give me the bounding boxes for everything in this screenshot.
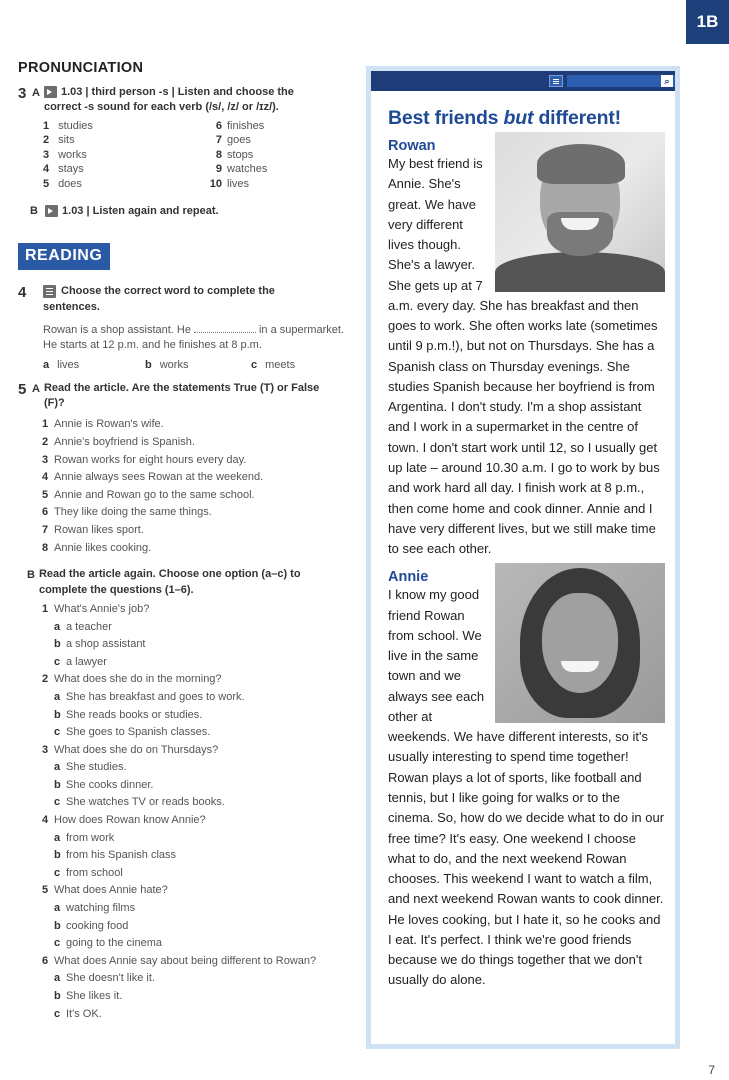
article-title: Best friends but different! [388,107,621,129]
list-item: 4 Annie always sees Rowan at the weekend. [42,471,264,484]
answer-option[interactable]: a from work [54,831,115,844]
list-item: 2 Annie's boyfriend is Spanish. [42,436,195,449]
exercise-4-options [43,359,348,371]
answer-option[interactable]: c a lawyer [54,655,107,668]
question: 4 How does Rowan know Annie? [42,814,206,827]
pronunciation-heading: PRONUNCIATION [18,60,144,76]
list-item: 8 stops [215,148,254,161]
article-content [371,91,675,1044]
list-item: 10 lives [209,177,250,190]
exercise-number: 4 [18,284,27,302]
exercise-4-text: Rowan is a shop assistant. He in a supermarket. He starts at 12 p.m. and he finishes at 8 p.m. [43,323,344,351]
list-item: 7 Rowan likes sport. [42,523,144,536]
menu-icon[interactable] [549,75,563,87]
option-c[interactable]: c meets [251,358,296,371]
audio-icon[interactable] [44,86,57,98]
verb-list [43,120,348,190]
answer-option[interactable]: b She likes it. [54,990,123,1003]
gap-blank[interactable] [194,324,256,333]
unit-tab: 1B [686,0,729,44]
list-item: 1 studies [43,119,93,132]
rowan-text: My best friend is Annie. She's great. We have very different lives though. She's a lawyer. She gets up at 7 a.m. every day. She has breakfast and then goes to work. She often works late (sometimes until 9 p.m.!), but not on Thursdays. She has a Spanish class on Thursday evenings. She studies Spanish because her boyfriend is from Argentina. I don't study. I'm a shop assistant and I work in a supermarket in the centre of town. I don't start work until 12, so I usually get up late – around 10.30 a.m. I go to work by bus and work hard all day. I finish work at 8 p.m., then come home and cook dinner. Annie and I have very different lives, but we still make time to see each other. [388,154,665,559]
exercise-5a [18,381,348,412]
exercise-3b: B 1.03 | Listen again and repeat. [30,204,219,217]
statements-list [42,416,348,557]
exercise-5b [27,567,348,598]
article-top-bar [371,71,675,91]
answer-option[interactable]: a She studies. [54,761,127,774]
exercise-number: 3 [18,85,27,102]
article-panel [366,66,680,1049]
list-item: 9 watches [215,163,268,176]
question: 5 What does Annie hate? [42,884,168,897]
list-item: 2 sits [43,134,75,147]
exercise-5b-instruction: Read the article again. Choose one option (a–c) to complete the questions (1–6). [38,568,301,596]
exercise-4 [18,284,348,315]
rowan-photo [495,132,665,292]
answer-option[interactable]: b from his Spanish class [54,849,177,862]
option-b[interactable]: b works [145,358,189,371]
document-icon [43,285,56,298]
exercise-letter: B [27,569,35,582]
exercise-letter: A [32,382,40,395]
list-item: 4 stays [43,163,84,176]
answer-option[interactable]: c from school [54,866,123,879]
exercise-3a [18,85,348,116]
annie-text: I know my good friend Rowan from school. We live in the same town and we always see each other at weekends. We have different interests, so it's usually interesting to spend time together! Rowan plays a lot of sports, like football and tennis, but I like going for walks or to the cinema. So, how do we decide what to do in our free time? It's easy. One weekend I choose what to do, and the next weekend Rowan chooses. This weekend I want to watch a film, and next weekend Rowan wants to cook dinner. He loves cooking, but I hate it, so he cooks and I eat. It's perfect. I think we're good friends because we do things together that we don't usually do alone. [388,585,665,990]
option-a[interactable]: a lives [43,358,80,371]
question: 3 What does she do on Thursdays? [42,743,219,756]
reading-heading: READING [18,243,110,270]
annie-heading: Annie [388,569,429,586]
question: 2 What does she do in the morning? [42,673,222,686]
answer-option[interactable]: a She has breakfast and goes to work. [54,690,245,703]
search-icon[interactable]: ⌕ [661,75,673,87]
exercise-number: 5 [18,380,27,398]
list-item: 5 Annie and Rowan go to the same school. [42,488,255,501]
list-item: 3 works [43,148,87,161]
answer-option[interactable]: b cooking food [54,919,129,932]
answer-option[interactable]: b She reads books or studies. [54,708,203,721]
answer-option[interactable]: a a teacher [54,620,112,633]
answer-option[interactable]: c It's OK. [54,1007,102,1020]
annie-photo [495,563,665,723]
exercise-4-instruction: Choose the correct word to complete the sentences. [43,285,275,313]
audio-icon[interactable] [45,205,58,217]
list-item: 3 Rowan works for eight hours every day. [42,453,247,466]
list-item: 6 They like doing the same things. [42,506,212,519]
list-item: 6 finishes [215,119,265,132]
exercise-3a-instruction: 1.03 | third person -s | Listen and choose the correct -s sound for each verb (/s/, /z/ or /ɪz/). [43,86,294,114]
answer-option[interactable]: c She watches TV or reads books. [54,796,225,809]
answer-option[interactable]: b a shop assistant [54,638,146,651]
answer-option[interactable]: a She doesn't like it. [54,972,155,985]
answer-option[interactable]: c going to the cinema [54,937,163,950]
answer-option[interactable]: b She cooks dinner. [54,778,154,791]
answer-option[interactable]: a watching films [54,902,136,915]
page-number: 7 [708,1063,715,1077]
answer-option[interactable]: c She goes to Spanish classes. [54,726,211,739]
list-item: 8 Annie likes cooking. [42,541,152,554]
questions-list [42,601,348,1023]
question: 6 What does Annie say about being different to Rowan? [42,954,317,967]
exercises-column [18,60,348,1023]
list-item: 5 does [43,177,82,190]
exercise-5a-instruction: Read the article. Are the statements True (T) or False (F)? [43,381,320,410]
search-input[interactable] [567,75,675,87]
list-item: 7 goes [215,134,251,147]
rowan-heading: Rowan [388,138,436,154]
question: 1 What's Annie's job? [42,602,150,615]
list-item: 1 Annie is Rowan's wife. [42,418,164,431]
exercise-letter: A [32,87,40,99]
